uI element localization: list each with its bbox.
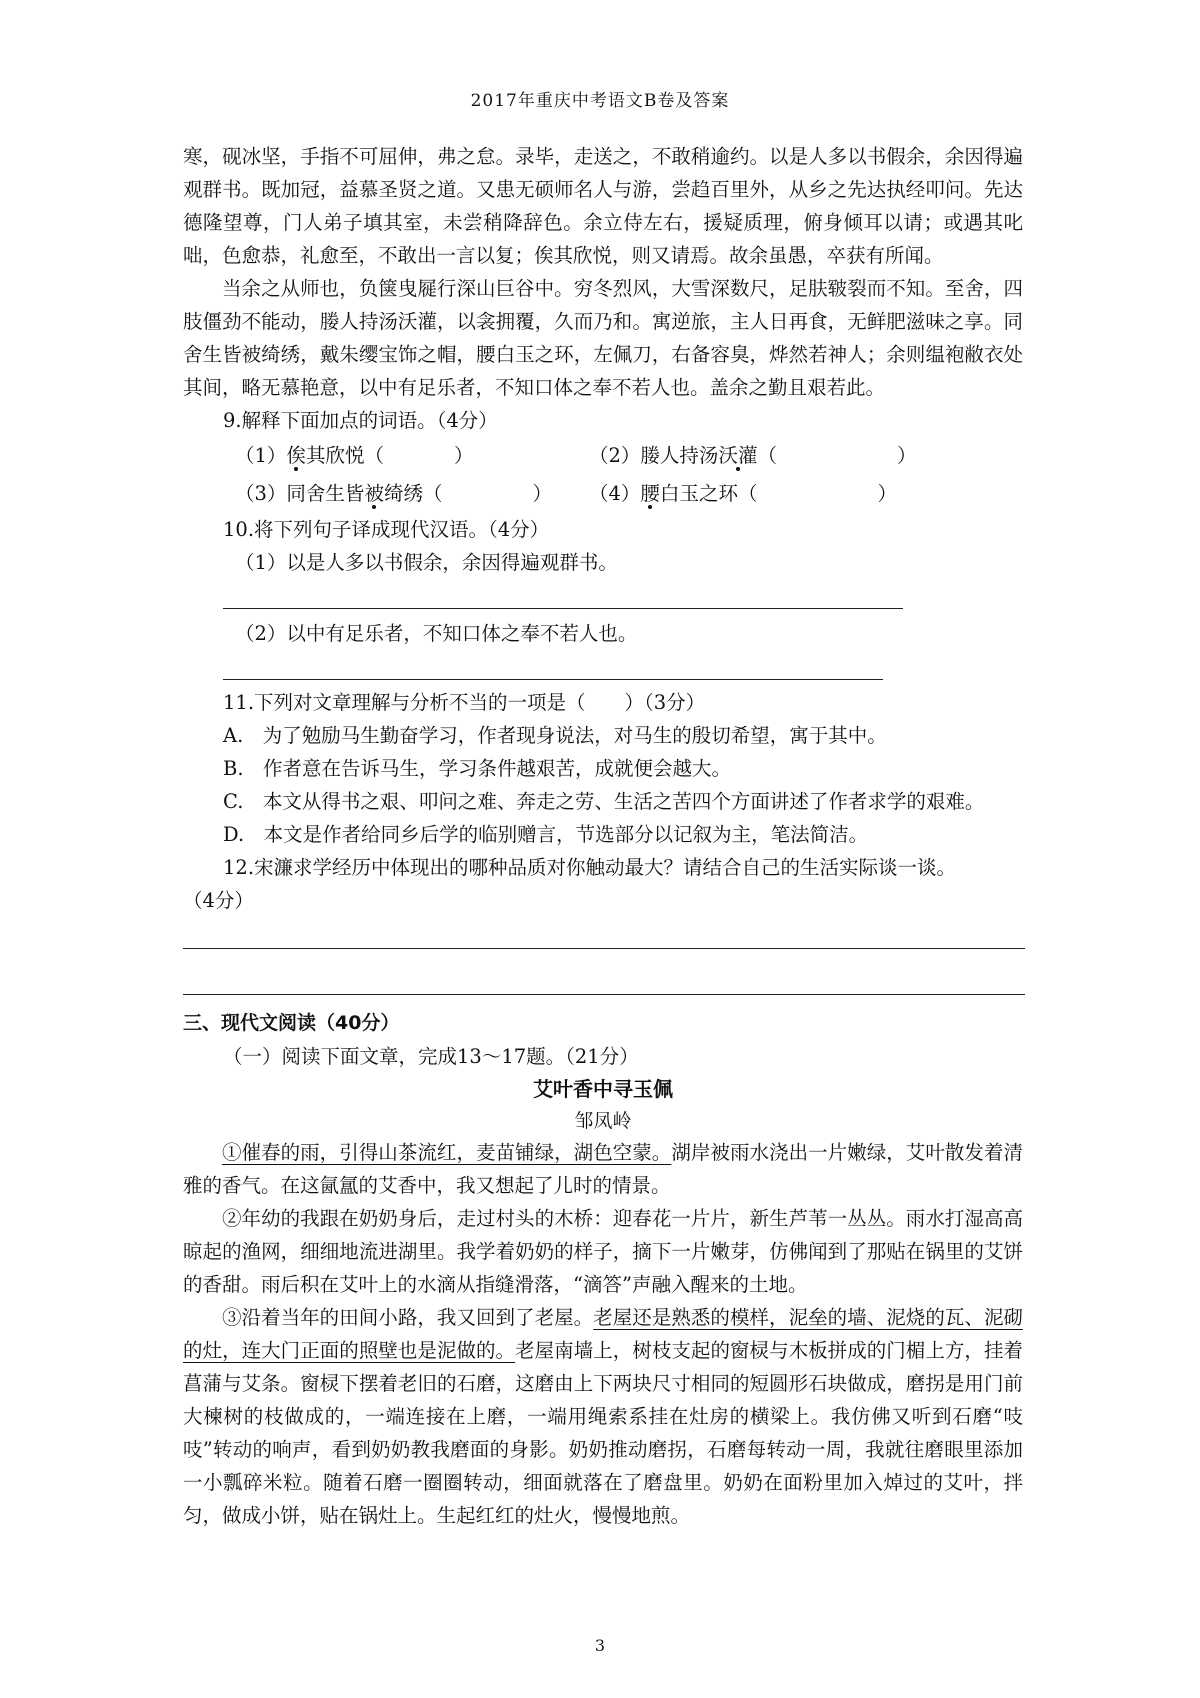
item-text: （	[757, 444, 777, 467]
item-number: （2）	[589, 444, 641, 467]
passage-paragraph-2: 当余之从师也，负箧曳屣行深山巨谷中。穷冬烈风，大雪深数尺，足肤皲裂而不知。至舍，四肢僵劲不能动，媵人持汤沃灌，以衾拥覆，久而乃和。寓逆旅，主人日再食，无鲜肥滋味之享。同舍生皆被绮绣，戴朱缨宝饰之帽，腰白玉之环，左佩刀，右备容臭，烨然若神人；余则缊袍敝衣处其间，略无慕艳意，以中有足乐者，不知口体之奉不若人也。盖余之勤且艰若此。	[183, 277, 1023, 399]
page-content	[183, 140, 1023, 1532]
item-number: （4）	[589, 482, 641, 505]
item-close: ）	[532, 482, 552, 505]
question-12-score: （4分）	[183, 889, 254, 912]
question-10-sentence-1: （1）以是人多以书假余，余因得遍观群书。	[235, 551, 618, 574]
question-9-item-3	[235, 475, 589, 513]
paragraph-text: 湖岸被雨水浇出一片嫩绿，艾叶散发着清雅的香气。在这氤氲的艾香中，我又想起了儿时的情景。	[183, 1141, 1023, 1197]
dotted-word: 俟	[286, 444, 306, 467]
dotted-word: 沃灌	[718, 444, 758, 467]
article-author: 邹凤岭	[574, 1110, 632, 1132]
passage-paragraph-1: 寒，砚冰坚，手指不可屈伸，弗之怠。录毕，走送之，不敢稍逾约。以是人多以书假余，余因得遍观群书。既加冠，益慕圣贤之道。又患无硕师名人与游，尝趋百里外，从乡之先达执经叩问。先达德隆望尊，门人弟子填其室，未尝稍降辞色。余立侍左右，援疑质理，俯身倾耳以请；或遇其叱咄，色愈恭，礼愈至，不敢出一言以复；俟其欣悦，则又请焉。故余虽愚，卒获有所闻。	[183, 145, 1023, 267]
item-number: （1）	[235, 444, 287, 467]
section-3-title: 三、现代文阅读（40分）	[183, 1012, 400, 1034]
question-9-item-2	[589, 437, 943, 475]
question-9-row-1	[183, 437, 1023, 475]
option-c[interactable]: C. 本文从得书之艰、叩问之难、奔走之劳、生活之苦四个方面讲述了作者求学的艰难。	[223, 790, 985, 813]
question-11-stem: 11.下列对文章理解与分析不当的一项是（ ）（3分）	[223, 691, 706, 714]
item-text: 其欣悦（	[305, 444, 384, 467]
item-text: 白玉之环（	[659, 482, 758, 505]
page-number: 3	[594, 1636, 606, 1655]
question-10-stem: 10.将下列句子译成现代汉语。（4分）	[223, 518, 550, 541]
underlined-sentence: ①催春的雨，引得山茶流红，麦苗铺绿，湖色空蒙。	[222, 1141, 672, 1164]
paragraph-text: ③沿着当年的田间小路，我又回到了老屋。	[222, 1306, 594, 1329]
item-close: ）	[453, 444, 474, 467]
item-close: ）	[896, 444, 917, 467]
question-9-item-1	[235, 437, 589, 475]
article-paragraph-2: ②年幼的我跟在奶奶身后，走过村头的木桥：迎春花一片片，新生芦苇一丛丛。雨水打湿高高晾起的渔网，细细地流进湖里。我学着奶奶的样子，摘下一片嫩芽，仿佛闻到了那贴在锅里的艾饼的香甜。雨后积在艾叶上的水滴从指缝滑落，“滴答”声融入醒来的土地。	[183, 1207, 1023, 1296]
item-number: （3）	[235, 482, 287, 505]
question-9-item-4	[589, 475, 943, 513]
section-3-part-1: （一）阅读下面文章，完成13～17题。（21分）	[223, 1045, 639, 1068]
question-10-sentence-2: （2）以中有足乐者，不知口体之奉不若人也。	[235, 622, 638, 645]
item-text: 同舍生皆	[286, 482, 365, 505]
underlined-sentence: 老屋还是熟悉的模样，泥垒的墙、泥烧的瓦、泥砌的灶，连大门正面的照壁也是泥做的。	[183, 1306, 1023, 1362]
article-title: 艾叶香中寻玉佩	[533, 1077, 673, 1101]
dotted-word: 腰	[640, 482, 660, 505]
question-9-stem: 9.解释下面加点的词语。（4分）	[223, 409, 498, 432]
option-d[interactable]: D. 本文是作者给同乡后学的临别赠言，节选部分以记叙为主，笔法简洁。	[223, 823, 869, 846]
dotted-word: 被	[364, 482, 384, 505]
article-paragraph-1	[183, 1136, 1023, 1202]
page-header: 2017年重庆中考语文B卷及答案	[470, 91, 730, 111]
paragraph-text: 老屋南墙上，树枝支起的窗棂与木板拼成的门楣上方，挂着菖蒲与艾条。窗棂下摆着老旧的石磨，这磨由上下两块尺寸相同的短圆形石块做成，磨拐是用门前大楝树的枝做成的，一端连接在上磨，一端用绳索系挂在灶房的横梁上。我仿佛又听到石磨“吱吱”转动的响声，看到奶奶教我磨面的身影。奶奶推动磨拐，石磨每转动一周，我就往磨眼里添加一小瓢碎米粒。随着石磨一圈圈转动，细面就落在了磨盘里。奶奶在面粉里加入焯过的艾叶，拌匀，做成小饼，贴在锅灶上。生起红红的灶火，慢慢地煎。	[183, 1339, 1023, 1527]
item-close: ）	[877, 482, 897, 505]
question-9-row-2	[183, 475, 1023, 513]
article-paragraph-3	[183, 1301, 1023, 1532]
option-b[interactable]: B. 作者意在告诉马生，学习条件越艰苦，成就便会越大。	[223, 757, 732, 780]
item-text: 媵人持汤	[640, 444, 719, 467]
question-12-stem: 12.宋濂求学经历中体现出的哪种品质对你触动最大？请结合自己的生活实际谈一谈。	[223, 856, 957, 879]
item-text: 绮绣（	[383, 482, 443, 505]
option-a[interactable]: A. 为了勉励马生勤奋学习，作者现身说法，对马生的殷切希望，寓于其中。	[223, 724, 887, 747]
